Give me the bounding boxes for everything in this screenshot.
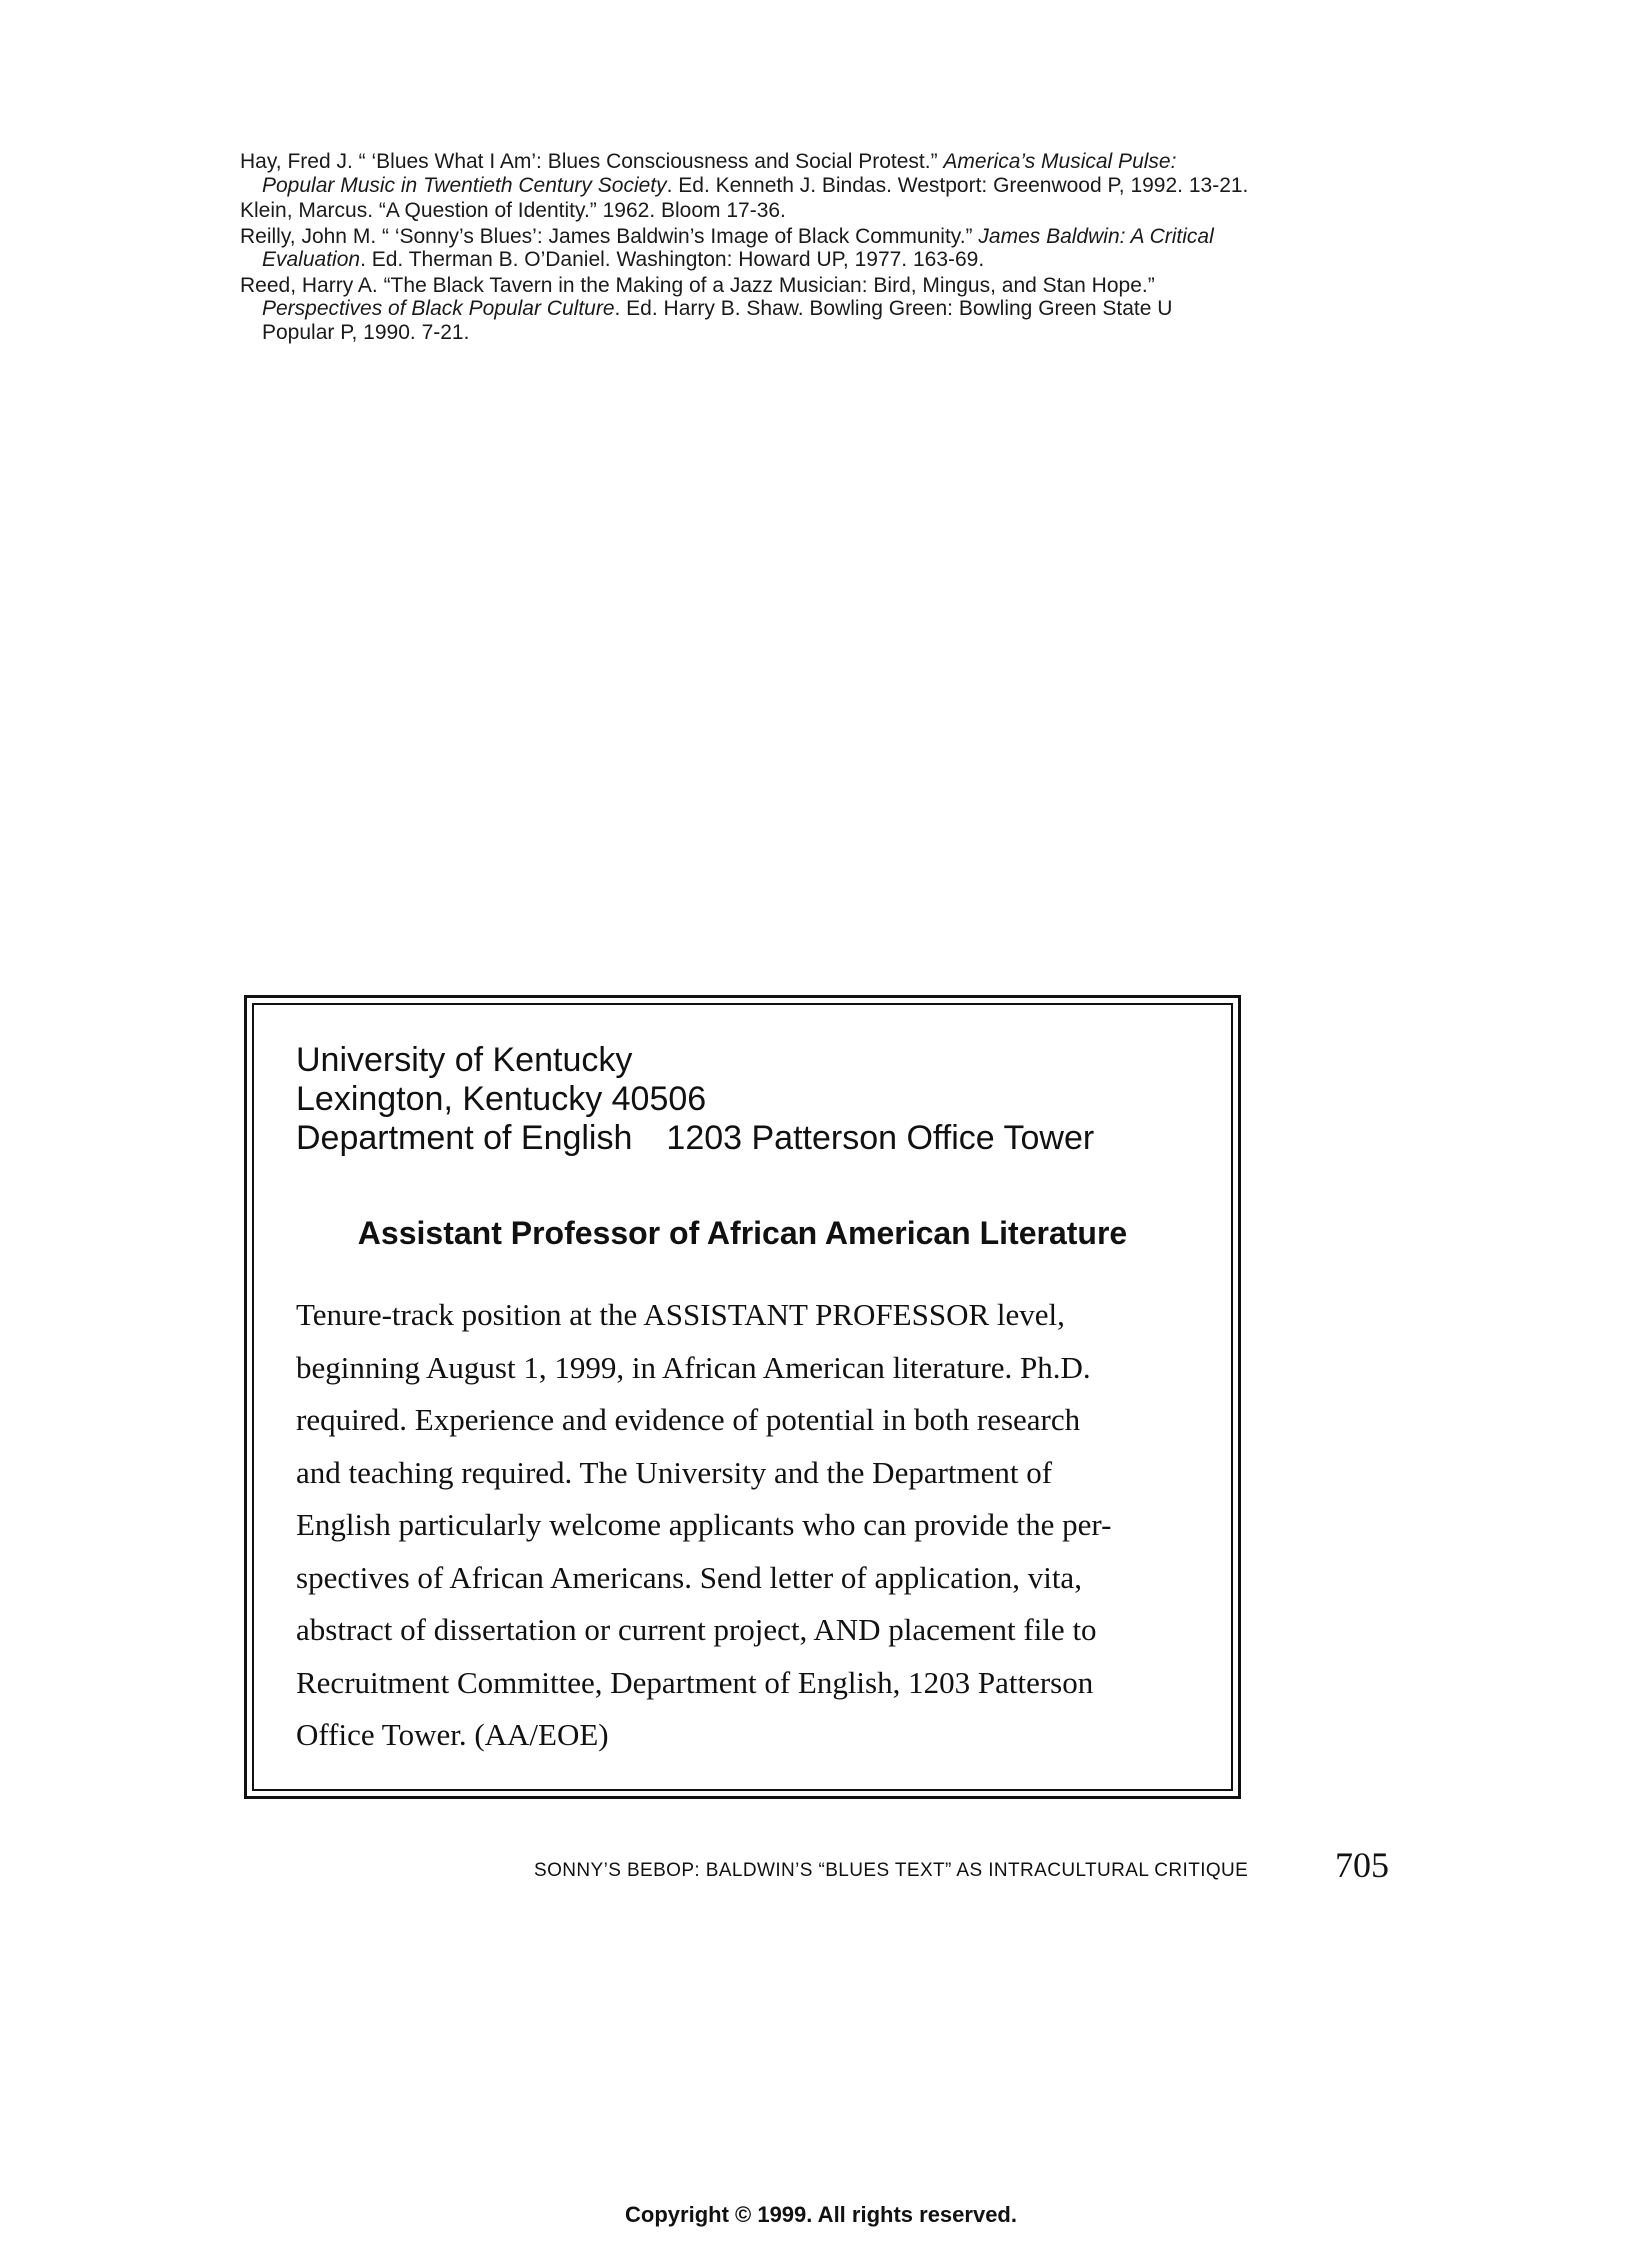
running-head: SONNY’S BEBOP: BALDWIN’S “BLUES TEXT” AS INTRACULTURAL CRITIQUE [534, 1860, 1249, 1881]
ad-body-line: Tenure-track position at the ASSISTANT PROFESSOR level, [296, 1297, 1065, 1332]
ad-body [296, 1289, 1176, 1762]
ad-body-line: English particularly welcome applicants who can provide the per- [296, 1507, 1112, 1542]
ad-body-line: required. Experience and evidence of potential in both research [296, 1402, 1081, 1437]
job-advertisement-inner-border [252, 1003, 1233, 1791]
reference-author: Hay, Fred J. [240, 150, 353, 173]
reference-entry [240, 274, 1250, 345]
page-number: 705 [1335, 1845, 1389, 1885]
reference-author: Reilly, John M. [240, 224, 377, 248]
reference-author: Klein, Marcus. [240, 199, 374, 222]
reference-entry [240, 225, 1250, 272]
ad-position-title: Assistant Professor of African American Literature [357, 1215, 1128, 1251]
ad-body-line: Recruitment Committee, Department of English, 1203 Patterson [296, 1664, 1094, 1700]
reference-details: . Ed. Kenneth J. Bindas. Westport: Greenwood P, 1992. 13-21. [666, 173, 1249, 197]
ad-header [296, 1041, 1094, 1158]
job-advertisement-box [244, 995, 1241, 1799]
works-cited-list [240, 150, 1250, 346]
reference-details: . Ed. Harry B. Shaw. Bowling Green: Bowling Green State U Popular P, 1990. 7-21. [262, 297, 1173, 344]
reference-title: “The Black Tavern in the Making of a Jazz Musician: Bird, Mingus, and Stan Hope.” [377, 273, 1155, 297]
ad-city: Lexington, Kentucky 40506 [296, 1080, 707, 1118]
reference-entry [240, 150, 1250, 197]
reference-entry [240, 199, 1250, 223]
ad-address: 1203 Patterson Office Tower [666, 1119, 1095, 1157]
ad-body-line: abstract of dissertation or current project, AND placement file to [296, 1612, 1097, 1647]
ad-body-line: spectives of African Americans. Send letter of application, vita, [296, 1559, 1082, 1595]
reference-title: “ ‘Blues What I Am’: Blues Consciousness and Social Protest.” [352, 150, 944, 173]
ad-department-line [296, 1119, 1094, 1158]
ad-body-line: beginning August 1, 1999, in African American literature. Ph.D. [296, 1349, 1091, 1385]
reference-container: America’s Musical Pulse: Popular Music in Twentieth Century Society [262, 150, 1177, 197]
ad-body-line: Office Tower. (AA/EOE) [296, 1717, 609, 1752]
reference-container: Perspectives of Black Popular Culture [262, 297, 615, 320]
ad-institution: University of Kentucky [296, 1041, 633, 1079]
reference-title: “ ‘Sonny’s Blues’: James Baldwin’s Image of Black Community.” [376, 224, 979, 248]
reference-title: “A Question of Identity.” 1962. Bloom 17-36. [373, 199, 786, 222]
copyright-notice: Copyright © 1999. All rights reserved. [625, 2202, 1017, 2227]
ad-department: Department of English [296, 1119, 633, 1157]
ad-body-line: and teaching required. The University and the Department of [296, 1454, 1053, 1490]
reference-author: Reed, Harry A. [240, 273, 378, 297]
reference-details: . Ed. Therman B. O’Daniel. Washington: Howard UP, 1977. 163-69. [360, 248, 985, 271]
reference-container: James Baldwin: A Critical Evaluation [262, 224, 1214, 271]
